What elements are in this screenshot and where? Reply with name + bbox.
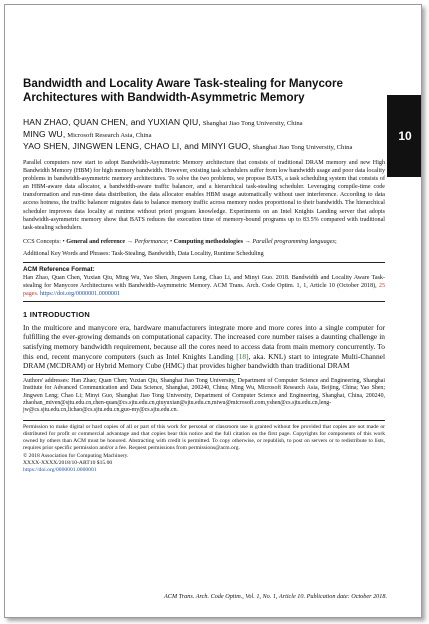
divider — [23, 301, 385, 302]
paper-title: Bandwidth and Locality Aware Task-stealing for Manycore Architectures with Bandwidth-Asymmetric Memory — [23, 77, 343, 104]
author-line — [23, 141, 385, 153]
ccs-subconcept: Parallel programming languages — [252, 237, 335, 245]
copyright-line: © 2018 Association for Computing Machinery. — [23, 452, 129, 459]
doi-link[interactable]: https://doi.org/0000001.0000001 — [23, 467, 97, 474]
article-number: 10 — [398, 129, 412, 143]
author-line — [23, 117, 385, 129]
article-number-tab — [387, 95, 422, 177]
author-block — [23, 117, 385, 153]
author-names: HAN ZHAO, QUAN CHEN, and YUXIAN QIU, — [23, 117, 201, 127]
issn-line: XXXX-XXXX/2018/10-ART10 $15.00 — [23, 459, 113, 466]
ccs-concepts: CCS Concepts: • General and reference → Performance; • Computing methodologies → Parallel programming languages; — [23, 237, 337, 245]
page-footer: ACM Trans. Arch. Code Optim., Vol. 1, No. 1, Article 10. Publication date: October 2018. — [164, 593, 387, 600]
citation-link[interactable]: [18] — [236, 351, 249, 361]
ccs-concept: Computing methodologies — [173, 237, 244, 245]
divider — [23, 262, 385, 263]
ccs-subconcept: Performance — [134, 237, 167, 245]
paper-page — [4, 4, 422, 618]
divider — [23, 374, 240, 375]
reference-format — [23, 266, 385, 298]
abstract: Parallel computers now start to adopt Bandwidth-Asymmetric Memory architecture that consists of traditional DRAM memory and new High Bandwidth Memory (HBM) for high memory bandwidth. However, existing task schedulers suffer from low bandwidth usage and poor data locality problems in bandwidth-asymmetric memory architectures. To solve the two problems, we propose BATS, a task scheduling system that consists of an HBM-aware data allocator, a bandwidth-aware traffic balancer, and a hierarchical task-stealing scheduler. Leveraging compile-time code transformation and run-time data distribution, the data allocator enables HBM usage automatically without user interference. According to data access hotness, the traffic balancer migrates data to balance memory traffic across memory nodes proportional to their bandwidth. The hierarchical scheduler improves data locality at runtime without priori program knowledge. Experiments on an Intel Knights Landing server that adopts bandwidth-asymmetric memory show that BATS reduces the execution time of memory-bound programs up to 83.5% compared with traditional task-stealing schedulers. — [23, 160, 385, 231]
author-affiliation: Shanghai Jiao Tong University, China — [202, 120, 303, 127]
author-affiliation: Microsoft Research Asia, China — [67, 132, 152, 139]
author-line — [23, 129, 385, 141]
author-names: MING WU, — [23, 129, 66, 139]
permission-notice: Permission to make digital or hard copies of all or part of this work for personal or classroom use is granted without fee provided that copies are not made or distributed for profit or commercial advantage and that copies bear this notice and the full citation on the first page. Copyrights for components of this work owned by others than ACM must be honored. Abstracting with credit is permitted. To copy otherwise, or republish, to post on servers or to redistribute to lists, requires prior specific permission and/or a fee. Request permissions from permissions@acm.org. © 2018 Association for Computing Machinery. XXXX-XXXX/2018/10-ART10 $15.00 https://doi.org/0000001.0000001 — [23, 423, 385, 474]
ccs-concept: General and reference — [66, 237, 126, 245]
author-addresses: Authors' addresses: Han Zhao; Quan Chen; Yuxian Qiu, Shanghai Jiao Tong University, Department of Computer Science and Engineering, Shanghai Institute for Advanced Communication and Data Science, Shanghai, 200240, China; Ming Wu, Microsoft Research Asia, Beijing, China; Yao Shen; Jingwen Leng; Chao Li; Minyi Guo, Shanghai Jiao Tong University, Department of Computer Science and Engineering, Shanghai, China, 200240, zhaohan_miven@sjtu.edu.cn,chen-quan@cs.sjtu.edu.cn,qiuyuxian@sjtu.edu.cn,miwu@microsoft.com,yshen@cs.sjtu.edu.cn,leng-jw@cs.sjtu.edu.cn,lichao@cs.sjtu.edu.cn,guo-my@cs.sjtu.edu.cn. — [23, 377, 385, 414]
reference-heading: ACM Reference Format: — [23, 265, 95, 273]
keywords: Additional Key Words and Phrases: Task-Stealing, Bandwidth, Data Locality, Runtime Scheduling — [23, 250, 264, 257]
author-names: YAO SHEN, JINGWEN LENG, CHAO LI, and MINYI GUO, — [23, 141, 251, 151]
intro-paragraph: In the multicore and manycore era, hardware manufacturers integrate more and more cores into a single computer for fulfilling the ever-growing demands on computational capacity. The increased core number raises a daunting challenge in satisfying memory bandwidth requirement, because all the cores need to access data from main memory concurrently. To this end, recent manycore computers (such as Intel Knights Landing [18], aka. KNL) start to integrate Multi-Channel DRAM (MCDRAM) or Hybrid Memory Cube (HMC) that provides higher bandwidth than traditional DRAM — [23, 322, 385, 371]
doi-link[interactable]: https://doi.org/0000001.0000001 — [39, 290, 121, 297]
page-content — [23, 77, 385, 474]
ccs-label: CCS Concepts: — [23, 237, 61, 245]
divider — [23, 420, 385, 421]
reference-text: Han Zhao, Quan Chen, Yuxian Qiu, Ming Wu, Yao Shen, Jingwen Leng, Chao Li, and Minyi Guo. 2018. Bandwidth and Locality Aware Task-stealing for Manycore Architectures with Bandwidth-Asymmetric Memory. ACM Trans. Arch. Code Optim. 1, 1, Article 10 (October 2018), 25 pages. https://doi.org/0000001.0000001 — [23, 274, 385, 297]
section-heading: 1 INTRODUCTION — [23, 309, 91, 319]
author-affiliation: Shanghai Jiao Tong University, China — [252, 144, 353, 151]
pages-link[interactable]: 25 pages. — [23, 282, 385, 297]
